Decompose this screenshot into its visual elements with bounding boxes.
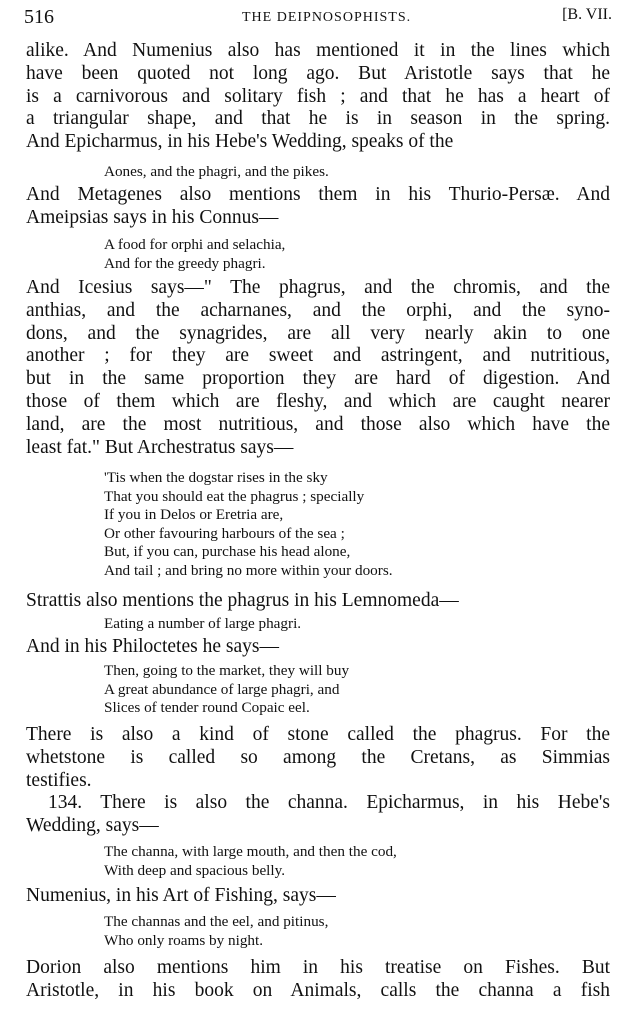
verse-quote-3	[104, 469, 393, 581]
paragraph-1	[26, 40, 610, 154]
verse-line: With deep and spacious belly.	[104, 861, 286, 879]
verse-quote-1	[104, 163, 329, 182]
text-line: those of them which are fleshy, and which are caught nearer	[26, 390, 610, 412]
text-line: Aristotle, in his book on Animals, calls the channa a fish	[26, 979, 610, 1001]
verse-line: The channas and the eel, and pitinus,	[104, 913, 329, 930]
text-line: have been quoted not long ago. But Aristotle says that he	[26, 62, 610, 84]
paragraph-6	[26, 724, 610, 838]
verse-line: A food for orphi and selachia,	[104, 236, 286, 253]
verse-line: Who only roams by night.	[104, 931, 264, 949]
verse-line: Then, going to the market, they will buy	[104, 662, 350, 679]
verse-quote-4	[104, 615, 301, 634]
verse-line: Slices of tender round Copaic eel.	[104, 699, 310, 717]
paragraph-7	[26, 885, 610, 908]
verse-line: Eating a number of large phagri.	[104, 615, 302, 632]
verse-line: And for the greedy phagri.	[104, 254, 266, 272]
text-line: but in the same proportion they are hard of digestion. And	[26, 368, 610, 390]
text-line: There is also a kind of stone called the phagrus. For the	[26, 724, 610, 745]
text-line: land, are the most nutritious, and those also which have the	[26, 413, 610, 435]
text-line: And in his Philoctetes he says—	[26, 636, 279, 657]
page-number: 516	[24, 6, 54, 28]
paragraph-8	[26, 957, 610, 1003]
text-line: dons, and the synagrides, are all very nearly akin to one	[26, 322, 610, 344]
paragraph-3	[26, 277, 610, 459]
text-line: is a carnivorous and solitary fish ; and that he has a heart of	[26, 85, 610, 107]
verse-line: But, if you can, purchase his head alone,	[104, 543, 351, 561]
paragraph-5	[26, 636, 610, 659]
verse-line: Aones, and the phagri, and the pikes.	[104, 163, 329, 180]
verse-line: That you should eat the phagrus ; specially	[104, 487, 365, 505]
running-title: THE DEIPNOSOPHISTS.	[242, 10, 412, 25]
text-line: whetstone is called so among the Cretans, as Simmias	[26, 746, 610, 768]
text-line: Ameipsias says in his Connus—	[26, 206, 279, 228]
verse-line: 'Tis when the dogstar rises in the sky	[104, 469, 328, 486]
text-line: least fat." But Archestratus says—	[26, 436, 294, 458]
text-line: Dorion also mentions him in his treatise on Fishes. But	[26, 957, 610, 978]
verse-line: Or other favouring harbours of the sea ;	[104, 524, 345, 542]
verse-line: If you in Delos or Eretria are,	[104, 506, 284, 524]
text-line: Strattis also mentions the phagrus in his Lemnomeda—	[26, 590, 459, 611]
text-line: Numenius, in his Art of Fishing, says—	[26, 885, 336, 906]
verse-quote-6	[104, 843, 397, 880]
paragraph-2	[26, 184, 610, 230]
paragraph-4	[26, 590, 610, 613]
verse-line: The channa, with large mouth, and then the cod,	[104, 843, 397, 860]
verse-quote-2	[104, 236, 285, 273]
text-line: alike. And Numenius also has mentioned it in the lines which	[26, 40, 610, 61]
verse-quote-7	[104, 913, 328, 950]
book-marker: [B. VII.	[562, 6, 612, 23]
verse-quote-5	[104, 662, 349, 718]
verse-line: And tail ; and bring no more within your doors.	[104, 561, 393, 579]
text-line: another ; for they are sweet and astringent, and nutritious,	[26, 345, 610, 367]
page-header	[24, 2, 612, 32]
text-line: a triangular shape, and that he is in season in the spring.	[26, 108, 610, 130]
text-line: And Metagenes also mentions them in his Thurio-Persæ. And	[26, 184, 610, 205]
text-line: testifies.	[26, 769, 92, 791]
text-line: And Epicharmus, in his Hebe's Wedding, speaks of the	[26, 131, 454, 153]
verse-line: A great abundance of large phagri, and	[104, 680, 340, 698]
text-line: 134. There is also the channa. Epicharmus, in his Hebe's	[48, 792, 610, 814]
text-line: anthias, and the acharnanes, and the orphi, and the syno-	[26, 299, 610, 321]
text-line: And Icesius says—" The phagrus, and the chromis, and the	[26, 277, 610, 298]
text-line: Wedding, says—	[26, 815, 159, 837]
